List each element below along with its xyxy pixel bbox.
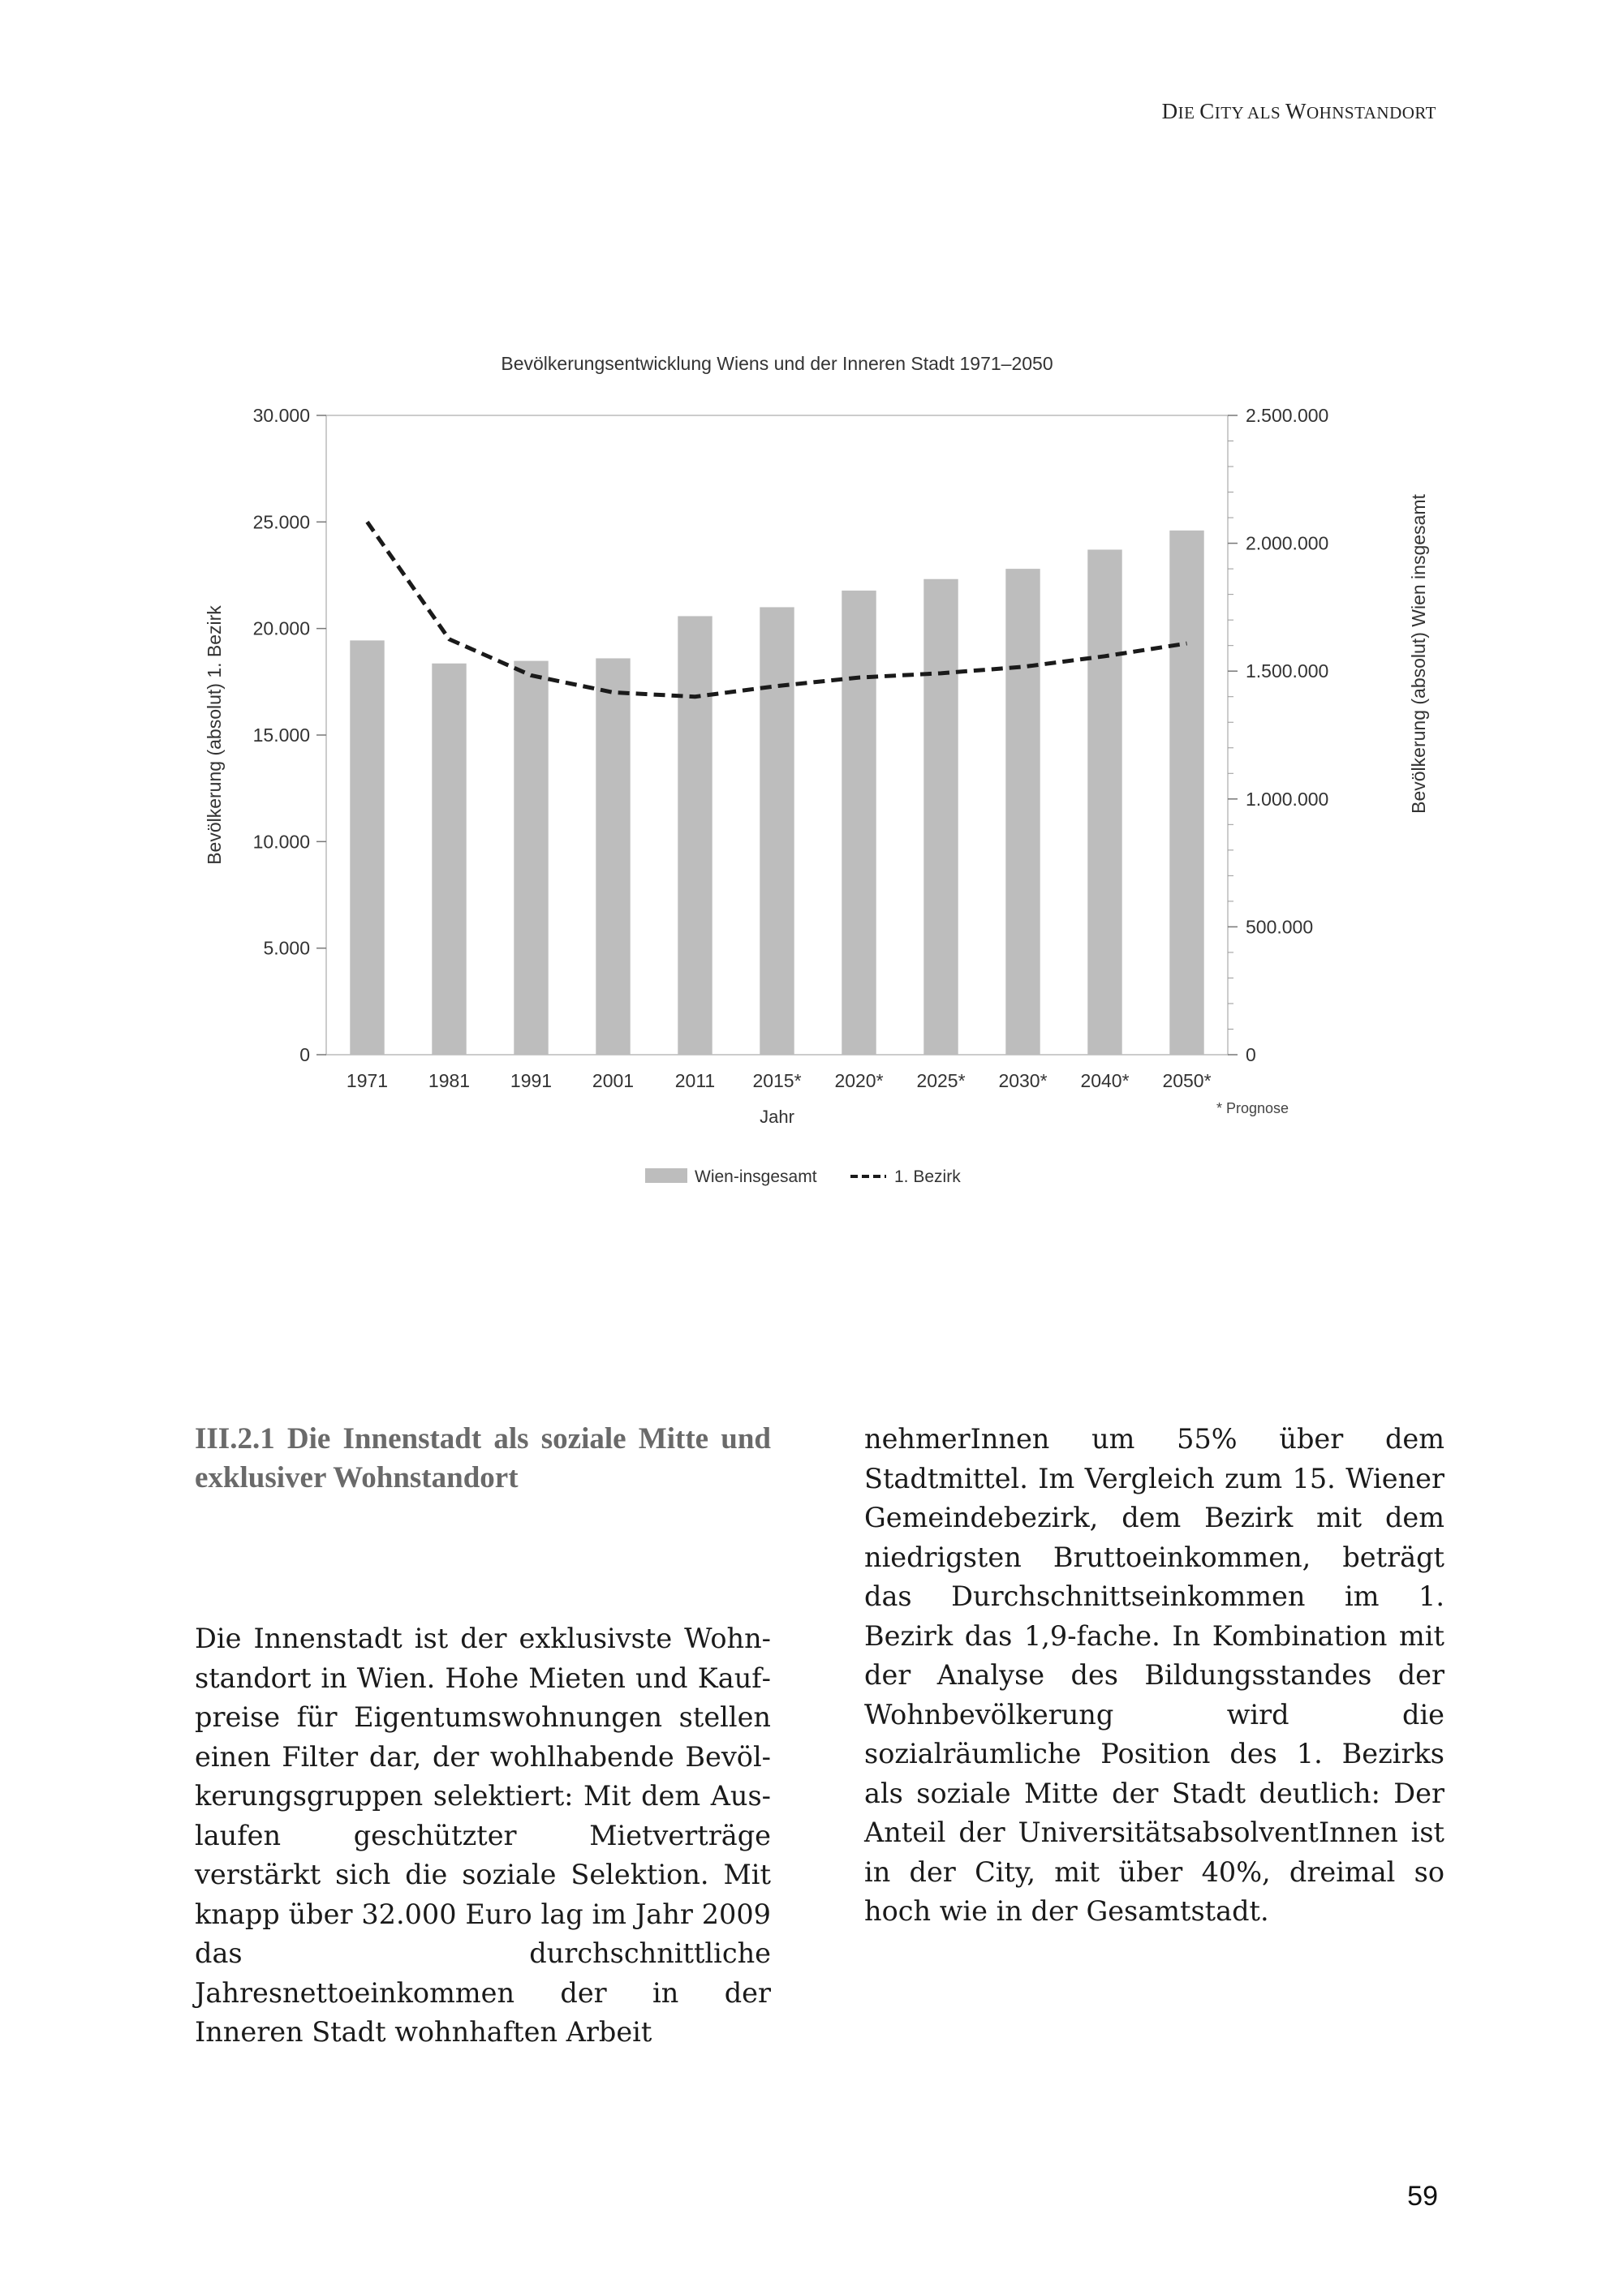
bar-wien-insgesamt xyxy=(1087,549,1121,1055)
left-tick-label: 5.000 xyxy=(263,937,310,959)
right-tick-label: 0 xyxy=(1246,1044,1256,1065)
prognose-note: * Prognose xyxy=(1216,1100,1289,1116)
bar-wien-insgesamt xyxy=(432,664,466,1055)
bar-wien-insgesamt xyxy=(596,658,630,1055)
x-tick-label: 2030* xyxy=(998,1070,1048,1091)
page-number: 59 xyxy=(1407,2181,1438,2212)
left-tick-label: 20.000 xyxy=(252,617,310,639)
right-tick-label: 1.500.000 xyxy=(1246,660,1329,682)
bar-wien-insgesamt xyxy=(514,661,548,1055)
legend-label-wien-insgesamt: Wien-insgesamt xyxy=(695,1167,817,1186)
left-tick-label: 25.000 xyxy=(252,511,310,533)
x-tick-label: 2011 xyxy=(674,1070,716,1091)
legend-swatch-wien-insgesamt xyxy=(645,1168,687,1183)
right-column xyxy=(864,1420,1444,1932)
right-axis-label: Bevölkerung (absolut) Wien insgesamt xyxy=(1408,494,1429,814)
left-column xyxy=(195,1420,771,2053)
paragraph-left: Die Innenstadt ist der exklusivste Wohnstandort in Wien. Hohe Mieten und Kaufpreise für Eigentumswohnungen stellen einen Filter dar, der wohlhabende Bevölkerungsgruppen selektiert: Mit dem Auslaufen geschützter Mietverträge verstärkt sich die soziale Selektion. Mit knapp über 32.000 Euro lag im Jahr 2009 das durchschnittliche Jahresnettoeinkommen der in der Inneren Stadt wohnhaften Arbeit xyxy=(195,1623,771,2048)
x-tick-label: 2025* xyxy=(916,1070,966,1091)
x-tick-label: 2020* xyxy=(834,1070,884,1091)
x-tick-label: 1981 xyxy=(428,1070,471,1091)
left-tick-label: 10.000 xyxy=(252,831,310,853)
bar-wien-insgesamt xyxy=(350,640,384,1055)
x-axis-label: Jahr xyxy=(760,1107,794,1127)
bar-wien-insgesamt xyxy=(1169,531,1203,1055)
right-tick-label: 500.000 xyxy=(1246,916,1314,938)
legend-label-1-bezirk: 1. Bezirk xyxy=(894,1167,961,1186)
population-chart-figure xyxy=(187,341,1429,1217)
right-tick-label: 2.500.000 xyxy=(1246,405,1329,426)
bar-wien-insgesamt xyxy=(1005,569,1040,1055)
left-tick-label: 30.000 xyxy=(252,405,310,426)
bar-wien-insgesamt xyxy=(678,616,712,1055)
bar-wien-insgesamt xyxy=(760,607,794,1055)
right-tick-label: 2.000.000 xyxy=(1246,532,1329,554)
left-tick-label: 0 xyxy=(299,1044,310,1065)
x-tick-label: 2040* xyxy=(1080,1070,1130,1091)
bar-wien-insgesamt xyxy=(842,591,876,1055)
x-tick-label: 1971 xyxy=(346,1070,389,1091)
x-tick-label: 2001 xyxy=(592,1070,635,1091)
x-tick-label: 1991 xyxy=(510,1070,553,1091)
running-head: DIE CITY ALS WOHNSTANDORT xyxy=(1161,99,1436,123)
chart-title: Bevölkerungsentwicklung Wiens und der Inneren Stadt 1971–2050 xyxy=(501,353,1053,374)
paragraph-right: nehmerInnen um 55% über dem Stadtmittel. Im Vergleich zum 15. Wiener Gemeindebezirk, dem Bezirk mit dem niedrigsten Bruttoeinkommen, beträgt das Durchschnittseinkommen im 1. Bezirk das 1,9-fache. In Kombination mit der Analyse des Bildungsstandes der Wohnbevölkerung wird die sozialräumliche Position des 1. Bezirks als soziale Mitte der Stadt deutlich: Der Anteil der UniversitätsabsolventInnen ist in der City, mit über 40%, dreimal so hoch wie in der Gesamtstadt. xyxy=(864,1423,1444,1927)
bar-wien-insgesamt xyxy=(923,579,958,1055)
population-chart xyxy=(187,341,1429,1217)
x-tick-label: 2015* xyxy=(752,1070,802,1091)
left-tick-label: 15.000 xyxy=(252,724,310,746)
x-tick-label: 2050* xyxy=(1162,1070,1212,1091)
section-heading: III.2.1 Die Innenstadt als soziale Mitte und exklusiver Wohnstandort xyxy=(195,1422,771,1494)
left-axis-label: Bevölkerung (absolut) 1. Bezirk xyxy=(204,605,225,865)
right-tick-label: 1.000.000 xyxy=(1246,788,1329,810)
